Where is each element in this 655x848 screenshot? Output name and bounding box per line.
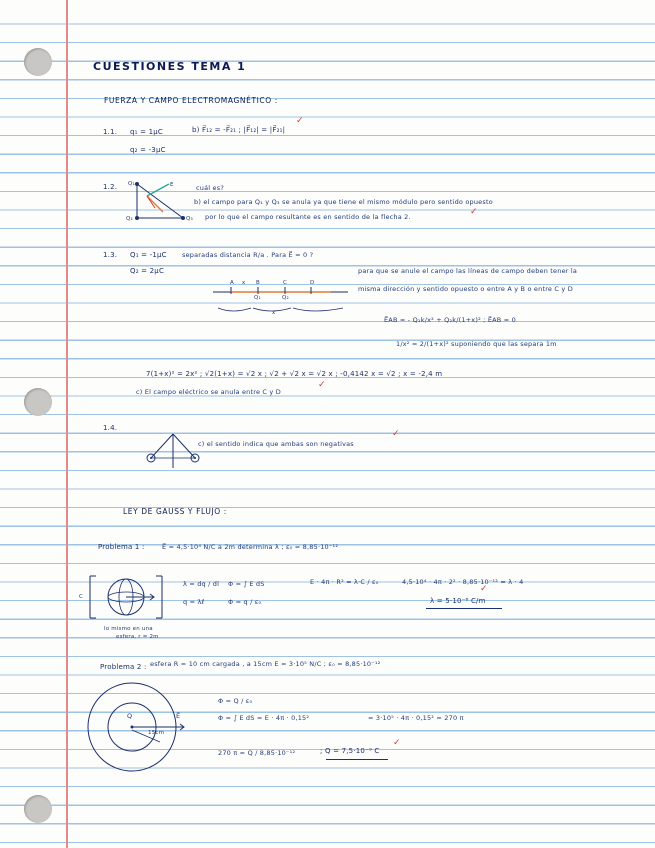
equation: E⃗AB = - Q₁k/x² + Q₂k/(1+x)² ; E⃗AB = 0	[384, 316, 516, 324]
formula: λ = dq / dl	[183, 580, 220, 588]
cylinder-sphere-diagram	[86, 568, 186, 626]
given-value: separadas distancia R/a . Para E⃗ = 0 ?	[182, 251, 314, 259]
formula: Φ = q / ε₀	[228, 598, 262, 606]
formula: Φ = ∫ E dS	[228, 580, 265, 588]
check-mark: ✓	[296, 116, 304, 126]
answer-text: c) el sentido indica que ambas son negativas	[198, 440, 354, 448]
charge-label: Q₁	[128, 181, 135, 187]
note-text: misma dirección y sentido opuesto o entre A y B o entre C y D	[358, 285, 573, 293]
field-label: E⃗	[176, 712, 181, 720]
negative-charges-diagram	[143, 430, 205, 470]
problem-title: Problema 2 :	[100, 663, 147, 671]
axis-label: C	[79, 594, 84, 600]
note-text: lo mismo en una	[104, 626, 153, 632]
charge-label: Q₃	[186, 216, 193, 222]
answer-text: por lo que el campo resultante es en sentido de la flecha 2.	[205, 213, 411, 221]
field-label: E	[170, 182, 174, 188]
given-value: q₂ = -3μC	[130, 146, 166, 154]
charge-label: Q₂	[282, 295, 289, 301]
note-text: para que se anule el campo las líneas de campo deben tener la	[358, 267, 578, 275]
check-mark: ✓	[393, 738, 401, 748]
equation: E · 4π · R² = λ·C / ε₀	[310, 578, 379, 586]
binder-hole	[24, 795, 52, 823]
problem-data: esfera R = 10 cm cargada , a 15cm E = 3·10⁵ N/C ; ε₀ = 8,85·10⁻¹²	[150, 660, 381, 668]
question-number: 1.2.	[103, 183, 118, 191]
problem-title: Problema 1 :	[98, 543, 145, 551]
given-value: q₁ = 1μC	[130, 128, 163, 136]
result-underline	[426, 608, 502, 609]
result: ; Q = 7,5·10⁻⁹ C	[320, 747, 380, 755]
problem-data: E⃗ = 4,5·10⁴ N/C a 2m determina λ ; ε₀ = 8,85·10⁻¹²	[162, 543, 339, 551]
given-value: Q₁ = -1μC	[130, 251, 167, 259]
answer-text: b) el campo para Q₁ y Q₃ se anula ya que tiene el mismo módulo pero sentido opuesto	[194, 198, 493, 206]
equation: 7(1+x)² = 2x² ; √2(1+x) = √2 x ; √2 + √2 x = √2 x ; -0,4142 x = √2 ; x = -2,4 m	[146, 370, 443, 378]
charge-label: Q₁	[254, 295, 261, 301]
equation: = 3·10⁵ · 4π · 0,15² = 270 π	[368, 714, 464, 722]
point-label: A	[230, 280, 234, 286]
point-label: D	[310, 280, 315, 286]
formula: q = λℓ	[183, 598, 205, 606]
check-mark: ✓	[392, 429, 400, 439]
concentric-spheres-diagram	[82, 680, 192, 775]
equation: 1/x² = 2/(1+x)² suponiendo que las separa 1m	[396, 340, 557, 348]
answer-text: c) El campo eléctrico se anula entre C y D	[136, 388, 281, 396]
page-title: CUESTIONES TEMA 1	[93, 60, 247, 73]
formula: Φ = ∫ E dS = E · 4π · 0,15²	[218, 714, 310, 722]
check-mark: ✓	[318, 380, 326, 390]
result: λ = 5·10⁻⁶ C/m	[430, 597, 486, 605]
point-label: C	[283, 280, 288, 286]
note-text: esfera, r = 2m	[116, 634, 159, 640]
charge-label: Q	[127, 712, 133, 720]
question-number: 1.3.	[103, 251, 118, 259]
radius-label: 15cm	[148, 730, 165, 736]
check-mark: ✓	[470, 207, 478, 217]
binder-hole	[24, 48, 52, 76]
check-mark: ✓	[480, 584, 488, 594]
margin-line	[66, 0, 68, 848]
question-number: 1.4.	[103, 424, 118, 432]
answer-text: b) F⃗₁₂ = -F⃗₂₁ ; |F⃗₁₂| = |F⃗₂₁|	[192, 126, 286, 134]
binder-hole	[24, 388, 52, 416]
charge-label: Q₂	[126, 216, 133, 222]
question-text: cuál es?	[196, 184, 224, 192]
section-heading: LEY DE GAUSS Y FLUJO :	[123, 507, 227, 516]
formula: Φ = Q / ε₀	[218, 697, 253, 705]
point-label: x	[242, 280, 246, 286]
section-heading: FUERZA Y CAMPO ELECTROMAGNÉTICO :	[104, 96, 278, 105]
result-underline	[326, 759, 388, 760]
equation: 270 π = Q / 8,85·10⁻¹²	[218, 749, 296, 757]
dimension-label: x	[272, 310, 276, 316]
question-number: 1.1.	[103, 128, 118, 136]
line-segment-diagram	[213, 280, 348, 320]
given-value: Q₂ = 2μC	[130, 267, 165, 275]
point-label: B	[256, 280, 260, 286]
equation: 4,5·10⁴ · 4π · 2² · 8,85·10⁻¹² = λ · 4	[402, 578, 524, 586]
